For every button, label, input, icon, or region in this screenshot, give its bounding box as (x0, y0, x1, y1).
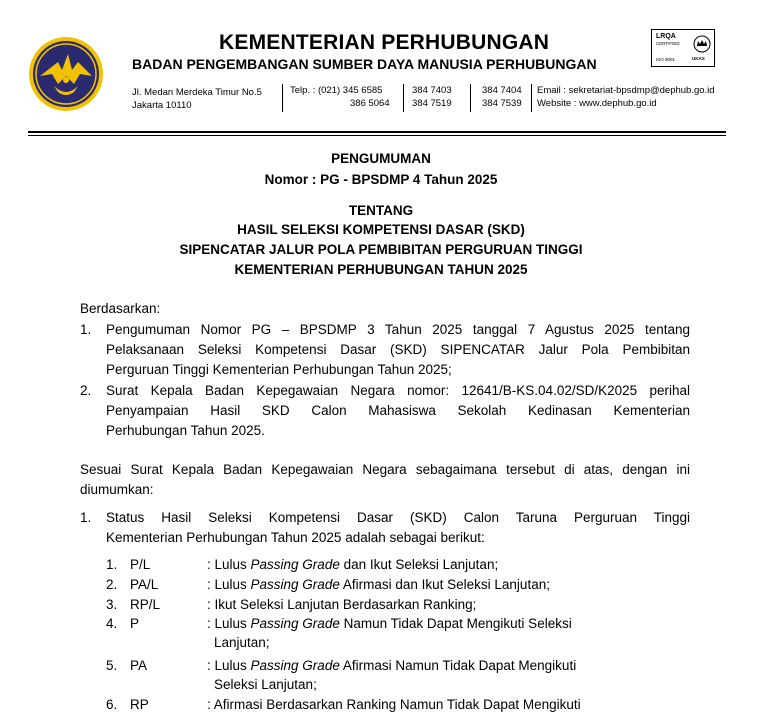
status-desc: : Afirmasi Berdasarkan Ranking Namun Tidak Dapat Mengikuti (207, 697, 581, 712)
telp-line-1: Telp. : (021) 345 6585 (290, 85, 383, 96)
lrqa-certified: CERTIFIED (656, 41, 680, 46)
ref2-line-1: Surat Kepala Badan Kepegawaian Negara nomor: 12641/B-KS.04.02/SD/K2025 perihal (106, 383, 690, 398)
status-code: RP/L (130, 597, 161, 612)
telp-3b: 384 7539 (482, 98, 522, 109)
status-num: 1. (106, 557, 118, 572)
ref2-line-2: Penyampaian Hasil SKD Calon Mahasiswa Sekolah Kedinasan Kementerian (106, 403, 690, 418)
intro-line-2: diumumkan: (80, 482, 154, 497)
status-desc: : Ikut Seleksi Lanjutan Berdasarkan Ranking; (207, 597, 477, 612)
divider (282, 84, 283, 112)
letterhead-rule-thick (28, 131, 726, 133)
status-desc-cont: Lanjutan; (214, 635, 270, 650)
ministry-logo (28, 36, 104, 112)
announcement-title: PENGUMUMAN (331, 151, 431, 166)
ref1-number: 1. (80, 322, 92, 337)
ref1-line-3: Perguruan Tinggi Kementerian Perhubungan Tahun 2025; (106, 362, 452, 377)
telp-2a: 384 7403 (412, 85, 452, 96)
address-line-2: Jakarta 10110 (132, 100, 192, 111)
agency-name: BADAN PENGEMBANGAN SUMBER DAYA MANUSIA PERHUBUNGAN (132, 56, 597, 72)
lrqa-iso: ISO 9001 (656, 57, 676, 62)
status-code: P (130, 616, 140, 631)
status-desc-cont: Seleksi Lanjutan; (214, 677, 317, 692)
divider (470, 84, 471, 112)
telp-2b: 384 7519 (412, 98, 452, 109)
subject-line-1: HASIL SELEKSI KOMPETENSI DASAR (SKD) (237, 222, 525, 237)
website-text: Website : www.dephub.go.id (537, 98, 657, 109)
status-num: 5. (106, 658, 118, 673)
announcement-number: Nomor : PG - BPSDMP 4 Tahun 2025 (264, 172, 498, 187)
about-label: TENTANG (348, 203, 414, 218)
address-line-1: Jl. Medan Merdeka Timur No.5 (132, 87, 262, 98)
point1-number: 1. (80, 510, 92, 525)
lrqa-certification-badge (651, 29, 715, 67)
status-code: PA (130, 658, 148, 673)
status-code: RP (130, 697, 149, 712)
ukas-crown-icon (692, 33, 712, 55)
intro-line-1: Sesuai Surat Kepala Badan Kepegawaian Negara sebagaimana tersebut di atas, dengan ini (80, 462, 690, 477)
status-num: 2. (106, 577, 118, 592)
email-text: Email : sekretariat-bpsdmp@dephub.go.id (537, 85, 715, 96)
status-desc: : Lulus Passing Grade Afirmasi dan Ikut Seleksi Lanjutan; (207, 577, 550, 592)
status-code: P/L (130, 557, 151, 572)
divider (403, 84, 404, 112)
status-num: 6. (106, 697, 118, 712)
point1-line-2: Kementerian Perhubungan Tahun 2025 adalah sebagai berikut: (106, 530, 485, 545)
ref1-line-2: Pelaksanaan Seleksi Kompetensi Dasar (SKD) SIPENCATAR Jalur Pola Pembibitan (106, 342, 690, 357)
letterhead-rule-thin (28, 135, 726, 136)
status-num: 4. (106, 616, 118, 631)
based-on-label: Berdasarkan: (80, 301, 161, 316)
ref2-number: 2. (80, 383, 92, 398)
divider (531, 84, 532, 112)
subject-line-2: SIPENCATAR JALUR POLA PEMBIBITAN PERGURUAN TINGGI (179, 242, 583, 257)
subject-line-3: KEMENTERIAN PERHUBUNGAN TAHUN 2025 (234, 262, 528, 277)
telp-line-1b: 386 5064 (350, 98, 390, 109)
status-desc: : Lulus Passing Grade dan Ikut Seleksi Lanjutan; (207, 557, 499, 572)
ukas-label: UKAS (692, 56, 705, 61)
telp-3a: 384 7404 (482, 85, 522, 96)
ref1-line-1: Pengumuman Nomor PG – BPSDMP 3 Tahun 2025 tanggal 7 Agustus 2025 tentang (106, 322, 690, 337)
status-desc: : Lulus Passing Grade Namun Tidak Dapat Mengikuti Seleksi (207, 616, 572, 631)
ref2-line-3: Perhubungan Tahun 2025. (106, 423, 265, 438)
point1-line-1: Status Hasil Seleksi Kompetensi Dasar (SKD) Calon Taruna Perguruan Tinggi (106, 510, 690, 525)
status-desc: : Lulus Passing Grade Afirmasi Namun Tidak Dapat Mengikuti (207, 658, 577, 673)
ministry-name: KEMENTERIAN PERHUBUNGAN (219, 31, 550, 54)
status-code: PA/L (130, 577, 159, 592)
lrqa-brand: LRQA (656, 33, 676, 40)
status-num: 3. (106, 597, 118, 612)
